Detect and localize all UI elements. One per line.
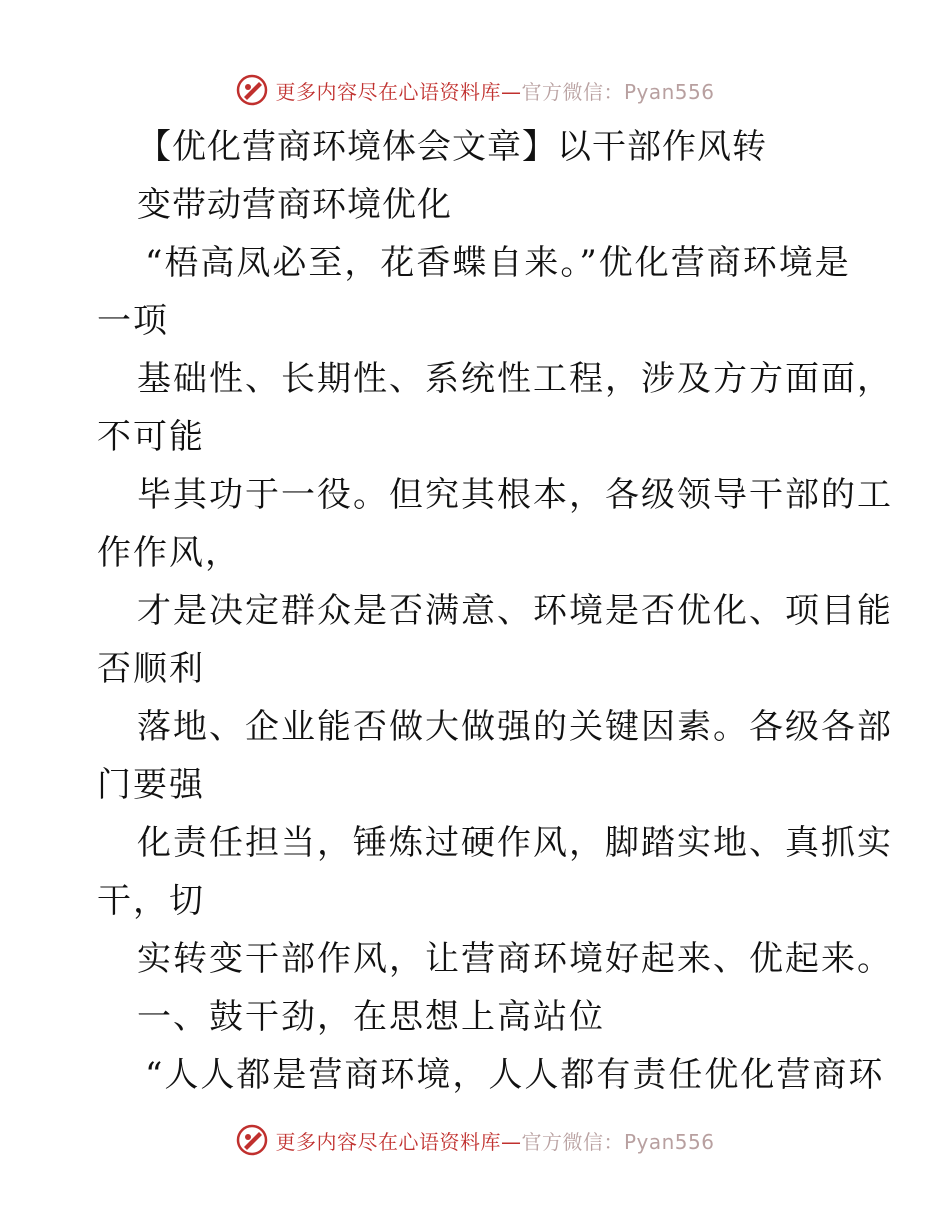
banner-text: 更多内容尽在心语资料库—官方微信：Pyan556 [275,1129,715,1154]
text-line: “梧高凤必至，花香蝶自来。”优化营商环境是 [145,243,851,283]
text-line: 干，切 [97,881,205,921]
document-title-line-1: 【优化营商环境体会文章】以干部作风转 [137,127,767,167]
text-line: 毕其功于一役。但究其根本，各级领导干部的工 [137,475,893,515]
document-body [97,118,893,1104]
text-line: “人人都是营商环境，人人都有责任优化营商环 [145,1055,885,1095]
wechat-id: 官方微信：Pyan556 [521,1129,715,1154]
footer-banner [0,1120,950,1160]
text-line: 作作风， [97,533,241,573]
banner-text: 更多内容尽在心语资料库—官方微信：Pyan556 [275,79,715,104]
text-line: 实转变干部作风，让营商环境好起来、优起来。 [137,939,893,979]
text-line: 一项 [97,301,169,341]
document-title-line-2: 变带动营商环境优化 [137,185,452,225]
logo-icon [235,1123,269,1157]
text-line: 门要强 [97,765,205,805]
text-line: 落地、企业能否做大做强的关键因素。各级各部 [137,707,893,747]
text-line: 化责任担当，锤炼过硬作风，脚踏实地、真抓实 [137,823,893,863]
wechat-id: 官方微信：Pyan556 [521,79,715,104]
text-line: 才是决定群众是否满意、环境是否优化、项目能 [137,591,893,631]
text-line: 基础性、长期性、系统性工程，涉及方方面面， [137,359,893,399]
text-line: 不可能 [97,417,205,457]
logo-icon [235,73,269,107]
text-line: 否顺利 [97,649,205,689]
section-heading: 一、鼓干劲，在思想上高站位 [137,997,605,1037]
header-banner [0,70,950,110]
